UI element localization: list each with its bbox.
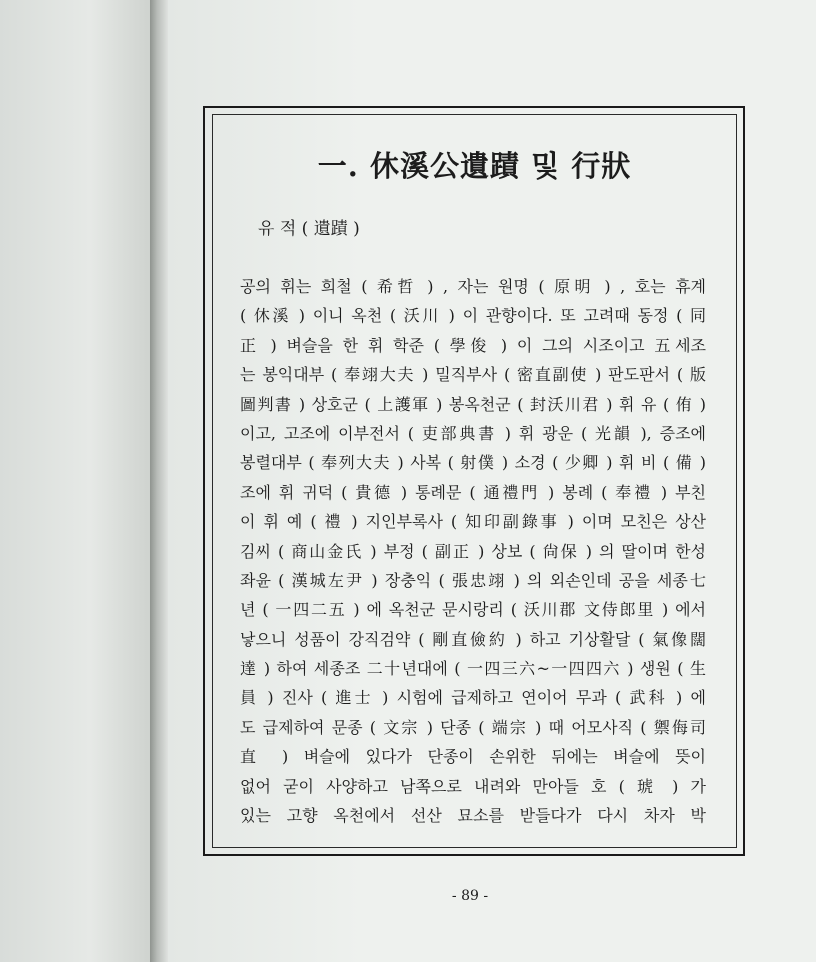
text-line: 도 급제하여 문종 ( 文宗 ) 단종 ( 端宗 ) 때 어모사직 ( 禦侮司 xyxy=(240,717,706,737)
text-line: 員 ) 진사 ( 進士 ) 시험에 급제하고 연이어 무과 ( 武科 ) 에 xyxy=(240,688,706,708)
page-number: - 89 - xyxy=(451,888,489,904)
text-line: 있는 고향 옥천에서 선산 묘소를 받들다가 다시 차자 박 xyxy=(240,806,706,826)
subsection-heading: 유 적 ( 遺蹟 ) xyxy=(258,219,360,239)
text-line: 김씨 ( 商山金氏 ) 부정 ( 副正 ) 상보 ( 尙保 ) 의 딸이며 한성 xyxy=(240,541,706,561)
text-line: 낳으니 성품이 강직검약 ( 剛直儉約 ) 하고 기상활달 ( 氣像闊 xyxy=(240,629,706,649)
previous-page-edge xyxy=(0,0,150,962)
text-line: 봉렬대부 ( 奉列大夫 ) 사복 ( 射僕 ) 소경 ( 少卿 ) 휘 비 ( 備 ) xyxy=(240,453,706,473)
text-line: 達 ) 하여 세종조 二十년대에 ( 一四三六~一四四六 ) 생원 ( 生 xyxy=(240,659,706,679)
text-line: 없어 굳이 사양하고 남쪽으로 내려와 만아들 호 ( 琥 ) 가 xyxy=(240,776,706,796)
text-line: 直 ) 벼슬에 있다가 단종이 손위한 뒤에는 벼슬에 뜻이 xyxy=(240,747,706,767)
text-line: 正 ) 벼슬을 한 휘 학준 ( 學俊 ) 이 그의 시조이고 五세조 xyxy=(240,335,706,355)
body-text xyxy=(240,272,706,830)
text-line: 는 봉익대부 ( 奉翊大夫 ) 밀직부사 ( 密直副使 ) 판도판서 ( 版 xyxy=(240,365,706,385)
text-line: 좌윤 ( 漢城左尹 ) 장충익 ( 張忠翊 ) 의 외손인데 공을 세종七 xyxy=(240,570,706,590)
text-line: 圖判書 ) 상호군 ( 上護軍 ) 봉옥천군 ( 封沃川君 ) 휘 유 ( 侑 ) xyxy=(240,394,706,414)
text-line: 조에 휘 귀덕 ( 貴德 ) 통례문 ( 通禮門 ) 봉례 ( 奉禮 ) 부친 xyxy=(240,482,706,502)
text-line: 이 휘 예 ( 禮 ) 지인부록사 ( 知印副錄事 ) 이며 모친은 상산 xyxy=(240,512,706,532)
text-line: ( 休溪 ) 이니 옥천 ( 沃川 ) 이 관향이다. 또 고려때 동정 ( 同 xyxy=(240,306,706,326)
text-line: 공의 휘는 희철 ( 希哲 ) , 자는 원명 ( 原明 ) , 호는 휴계 xyxy=(240,277,706,296)
section-heading: 一. 休溪公遺蹟 및 行狀 xyxy=(317,149,632,183)
book-gutter xyxy=(150,0,168,962)
text-line: 이고, 고조에 이부전서 ( 吏部典書 ) 휘 광운 ( 光韻 ), 증조에 xyxy=(240,423,706,443)
text-line: 년 ( 一四二五 ) 에 옥천군 문시랑리 ( 沃川郡 文侍郎里 ) 에서 xyxy=(240,600,706,620)
